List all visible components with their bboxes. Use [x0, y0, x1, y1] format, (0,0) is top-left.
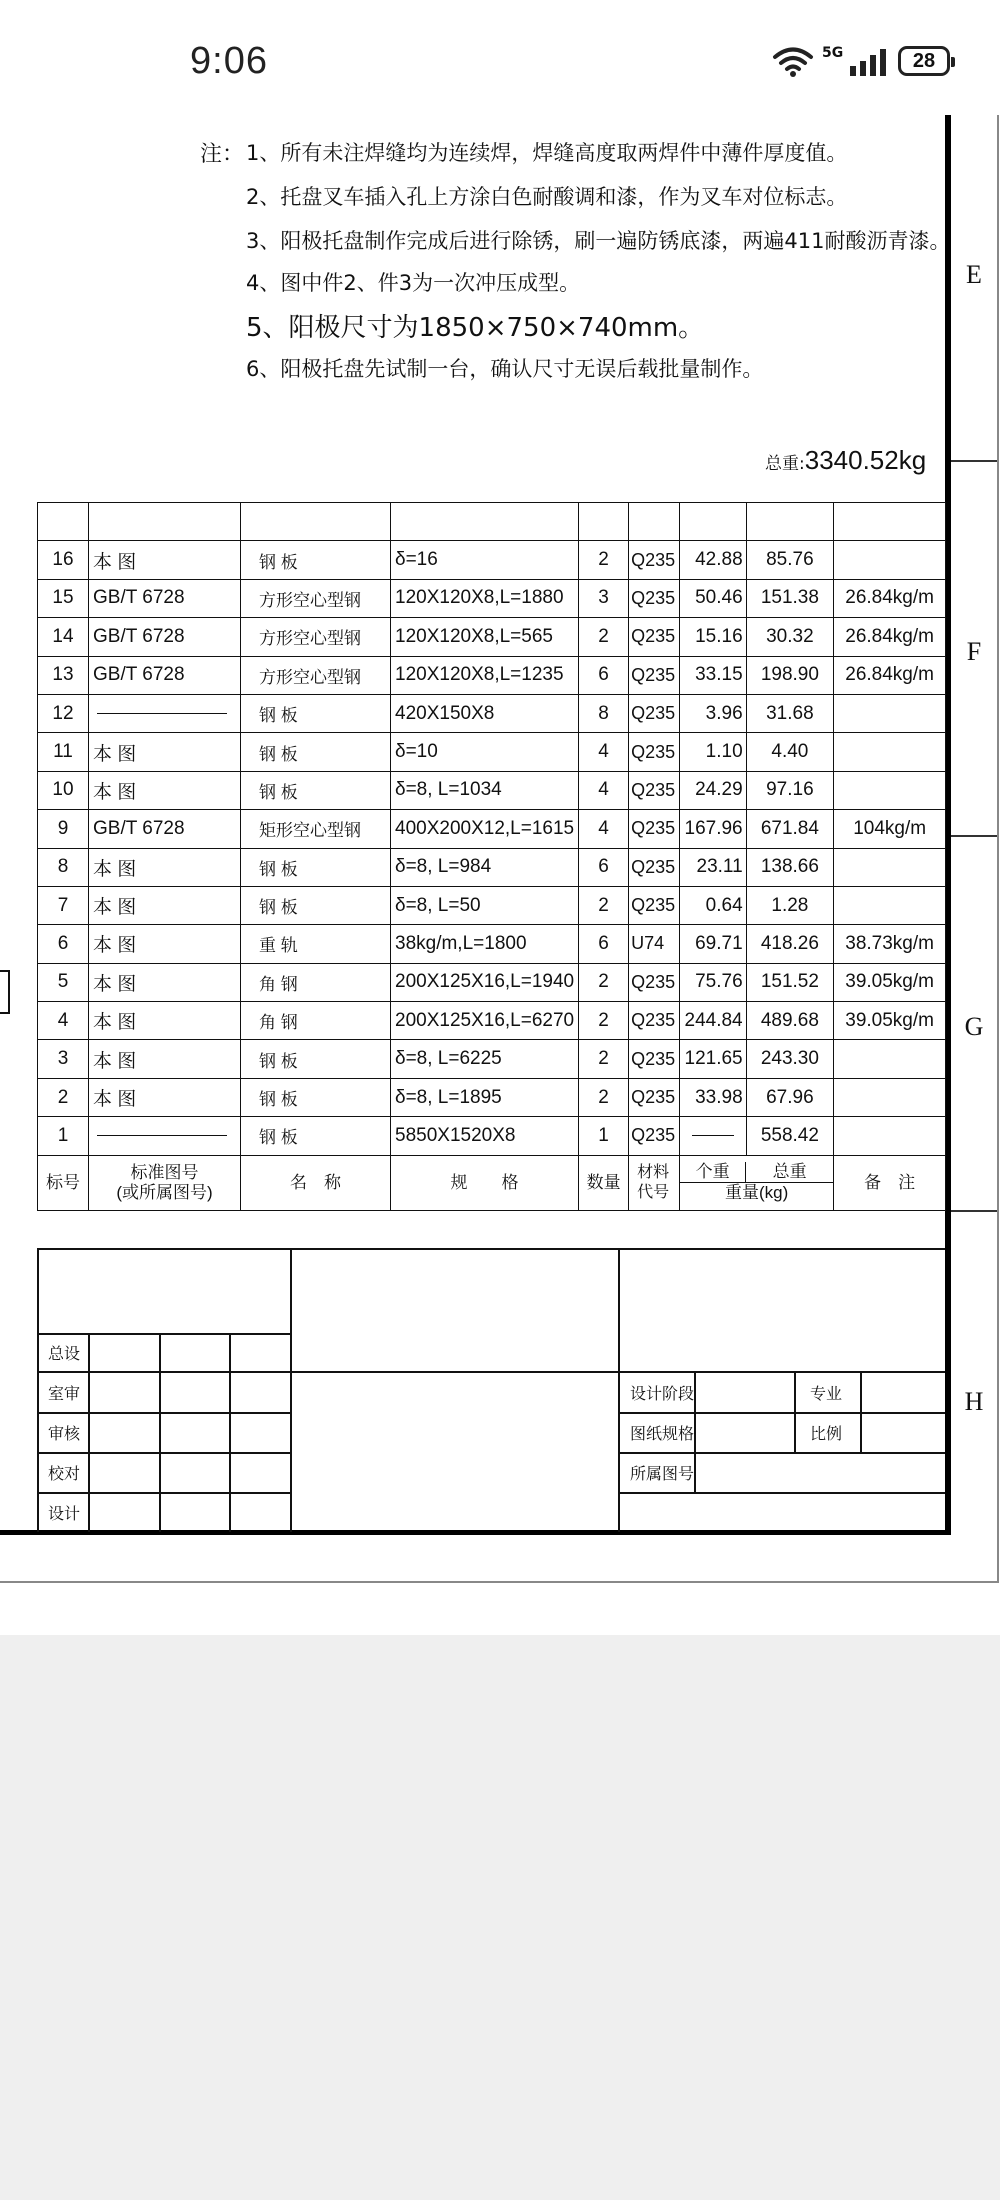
tb-line — [37, 1248, 39, 1532]
bom-unit-weight: 69.71 — [680, 925, 747, 963]
sign-label-review: 审核 — [48, 1424, 81, 1443]
tb-line — [37, 1248, 945, 1250]
bom-quantity: 6 — [579, 656, 629, 694]
table-row — [38, 1117, 946, 1155]
bom-standard-ref: 本 图 — [89, 886, 241, 924]
note-2: 2、托盘叉车插入孔上方涂白色耐酸调和漆，作为叉车对位标志。 — [246, 185, 848, 209]
note-6: 6、阳极托盘先试制一台，确认尺寸无误后载批量制作。 — [246, 357, 764, 381]
bom-standard-ref — [89, 694, 241, 732]
bom-cell — [680, 503, 747, 541]
table-row — [38, 886, 946, 924]
bom-standard-ref: 本 图 — [89, 925, 241, 963]
bom-cell — [391, 503, 579, 541]
bom-unit-weight: 23.11 — [680, 848, 747, 886]
bom-specification: δ=16 — [391, 541, 579, 579]
bom-cell — [89, 503, 241, 541]
bom-total-weight: 85.76 — [746, 541, 834, 579]
bom-quantity: 3 — [579, 579, 629, 617]
bom-remark — [834, 694, 946, 732]
bom-item-no: 6 — [38, 925, 89, 963]
bom-total-weight: 558.42 — [746, 1117, 834, 1155]
bom-remark — [834, 733, 946, 771]
bom-standard-ref: GB/T 6728 — [89, 579, 241, 617]
bom-material: U74 — [629, 925, 680, 963]
header-material-line2: 代号 — [637, 1183, 670, 1201]
bom-quantity: 2 — [579, 1078, 629, 1116]
empty-ref-line — [97, 713, 227, 714]
tb-line — [159, 1333, 161, 1532]
bom-total-weight: 4.40 — [746, 733, 834, 771]
header-name: 名 称 — [241, 1155, 391, 1210]
bom-part-name: 钢 板 — [241, 886, 391, 924]
bom-quantity: 6 — [579, 848, 629, 886]
bill-of-materials-table — [37, 502, 946, 1211]
bom-part-name: 方形空心型钢 — [241, 656, 391, 694]
header-weight-caption: 重量(kg) — [680, 1182, 833, 1203]
bom-standard-ref: GB/T 6728 — [89, 618, 241, 656]
bom-cell — [38, 503, 89, 541]
table-row — [38, 1002, 946, 1040]
bom-item-no: 9 — [38, 810, 89, 848]
table-row — [38, 771, 946, 809]
drawing-ref-label: 所属图号 — [630, 1464, 695, 1483]
zone-divider — [951, 835, 997, 837]
bom-part-name: 钢 板 — [241, 1117, 391, 1155]
header-material — [629, 1155, 680, 1210]
bom-remark: 26.84kg/m — [834, 579, 946, 617]
bom-specification: δ=8, L=984 — [391, 848, 579, 886]
sheet-edge-right — [997, 115, 999, 1583]
bom-quantity: 6 — [579, 925, 629, 963]
bom-standard-ref — [89, 1117, 241, 1155]
bom-cell — [834, 503, 946, 541]
header-material-line1: 材料 — [637, 1163, 670, 1181]
table-row — [38, 1040, 946, 1078]
bom-standard-ref: 本 图 — [89, 733, 241, 771]
bom-unit-weight: 0.64 — [680, 886, 747, 924]
bom-unit-weight: 167.96 — [680, 810, 747, 848]
bom-standard-ref: 本 图 — [89, 1040, 241, 1078]
bom-remark: 38.73kg/m — [834, 925, 946, 963]
cut-off-detail-mark — [0, 970, 10, 1014]
header-unit-weight: 个重 — [680, 1162, 746, 1182]
bom-cell — [629, 503, 680, 541]
bom-remark: 104kg/m — [834, 810, 946, 848]
frame-border-bottom — [0, 1530, 951, 1535]
drawing-sheet[interactable] — [0, 115, 1000, 1635]
tb-line — [794, 1371, 796, 1452]
bom-specification: 420X150X8 — [391, 694, 579, 732]
bom-quantity: 2 — [579, 1002, 629, 1040]
header-total-weight: 总重 — [772, 1162, 807, 1182]
bom-total-weight: 138.66 — [746, 848, 834, 886]
bom-quantity: 4 — [579, 733, 629, 771]
header-std — [89, 1155, 241, 1210]
bom-quantity: 4 — [579, 771, 629, 809]
bom-remark: 26.84kg/m — [834, 618, 946, 656]
bom-part-name: 钢 板 — [241, 733, 391, 771]
bom-standard-ref: 本 图 — [89, 541, 241, 579]
bom-unit-weight: 1.10 — [680, 733, 747, 771]
zone-letter-f: F — [966, 637, 982, 666]
bom-cell — [241, 503, 391, 541]
bom-total-weight: 198.90 — [746, 656, 834, 694]
table-row — [38, 618, 946, 656]
notes-prefix: 注： — [200, 142, 245, 167]
bom-standard-ref: 本 图 — [89, 848, 241, 886]
bom-item-no: 1 — [38, 1117, 89, 1155]
bom-remark — [834, 1040, 946, 1078]
bom-body — [38, 503, 946, 1156]
bom-material: Q235 — [629, 963, 680, 1001]
bom-quantity: 8 — [579, 694, 629, 732]
bom-header-row — [38, 1155, 946, 1210]
bom-specification: 120X120X8,L=1880 — [391, 579, 579, 617]
sign-label-check: 校对 — [48, 1464, 81, 1483]
bom-remark — [834, 1078, 946, 1116]
zone-divider — [951, 1210, 997, 1212]
bom-part-name: 钢 板 — [241, 771, 391, 809]
design-stage-label: 设计阶段 — [630, 1384, 695, 1403]
total-weight — [765, 445, 926, 476]
tb-line — [37, 1371, 945, 1373]
bom-total-weight: 1.28 — [746, 886, 834, 924]
header-spec: 规 格 — [391, 1155, 579, 1210]
note-4: 4、图中件2、件3为一次冲压成型。 — [246, 271, 581, 295]
bom-part-name: 钢 板 — [241, 694, 391, 732]
header-std-line1: 标准图号 — [130, 1162, 199, 1182]
bom-part-name: 方形空心型钢 — [241, 579, 391, 617]
note-5: 5、阳极尺寸为1850×750×740mm。 — [246, 313, 705, 343]
bom-material: Q235 — [629, 694, 680, 732]
tb-line — [37, 1412, 290, 1414]
bom-unit-weight: 121.65 — [680, 1040, 747, 1078]
bom-specification: δ=8, L=6225 — [391, 1040, 579, 1078]
bom-blank-row — [38, 503, 946, 541]
bom-material: Q235 — [629, 771, 680, 809]
bom-item-no: 5 — [38, 963, 89, 1001]
bom-material: Q235 — [629, 541, 680, 579]
empty-ref-line — [97, 1135, 227, 1136]
bom-specification: 400X200X12,L=1615 — [391, 810, 579, 848]
bom-material: Q235 — [629, 1117, 680, 1155]
bom-part-name: 钢 板 — [241, 848, 391, 886]
bom-material: Q235 — [629, 656, 680, 694]
network-type-label: 5G — [822, 45, 844, 61]
tb-line — [229, 1333, 231, 1532]
tb-line — [88, 1333, 90, 1532]
bom-specification: δ=8, L=1034 — [391, 771, 579, 809]
bom-standard-ref: 本 图 — [89, 771, 241, 809]
note-3: 3、阳极托盘制作完成后进行除锈，刷一遍防锈底漆，两遍411耐酸沥青漆。 — [246, 229, 951, 253]
bom-total-weight: 67.96 — [746, 1078, 834, 1116]
tb-line — [618, 1492, 945, 1494]
bom-item-no: 13 — [38, 656, 89, 694]
bom-standard-ref: 本 图 — [89, 1078, 241, 1116]
bom-item-no: 16 — [38, 541, 89, 579]
bom-unit-weight: 33.98 — [680, 1078, 747, 1116]
header-weight-split — [680, 1162, 833, 1182]
bom-item-no: 8 — [38, 848, 89, 886]
bom-total-weight: 151.38 — [746, 579, 834, 617]
bom-specification: 120X120X8,L=1235 — [391, 656, 579, 694]
battery-icon: 28 — [898, 46, 950, 76]
bom-specification: δ=8, L=50 — [391, 886, 579, 924]
bom-item-no: 4 — [38, 1002, 89, 1040]
bom-remark — [834, 1117, 946, 1155]
table-row — [38, 656, 946, 694]
bom-total-weight: 243.30 — [746, 1040, 834, 1078]
bom-part-name: 矩形空心型钢 — [241, 810, 391, 848]
bom-total-weight: 671.84 — [746, 810, 834, 848]
bom-part-name: 钢 板 — [241, 1078, 391, 1116]
header-weight — [680, 1155, 834, 1210]
zone-letter-g: G — [964, 1012, 984, 1041]
table-row — [38, 541, 946, 579]
bom-quantity: 2 — [579, 963, 629, 1001]
bom-remark — [834, 771, 946, 809]
bom-quantity: 4 — [579, 810, 629, 848]
header-remark: 备 注 — [834, 1155, 946, 1210]
empty-viewer-area — [0, 1635, 1000, 2200]
bom-item-no: 3 — [38, 1040, 89, 1078]
tb-line — [37, 1452, 290, 1454]
bom-material: Q235 — [629, 886, 680, 924]
zone-letter-h: H — [964, 1387, 984, 1416]
bom-specification: 200X125X16,L=6270 — [391, 1002, 579, 1040]
table-row — [38, 733, 946, 771]
bom-unit-weight: 33.15 — [680, 656, 747, 694]
table-row — [38, 963, 946, 1001]
tb-line — [860, 1371, 862, 1452]
signal-icon — [850, 48, 892, 78]
bom-specification: 120X120X8,L=565 — [391, 618, 579, 656]
table-row — [38, 848, 946, 886]
tb-line — [694, 1371, 696, 1492]
bom-unit-weight: 24.29 — [680, 771, 747, 809]
bom-part-name: 方形空心型钢 — [241, 618, 391, 656]
bom-quantity: 1 — [579, 1117, 629, 1155]
bom-cell — [579, 503, 629, 541]
bom-quantity: 2 — [579, 541, 629, 579]
bom-part-name: 钢 板 — [241, 1040, 391, 1078]
tb-line — [290, 1248, 292, 1532]
wifi-icon — [772, 46, 814, 78]
note-1: 1、所有未注焊缝均为连续焊，焊缝高度取两焊件中薄件厚度值。 — [246, 141, 848, 165]
bom-material: Q235 — [629, 848, 680, 886]
bom-unit-weight: 244.84 — [680, 1002, 747, 1040]
header-std-line2: (或所属图号) — [116, 1182, 213, 1202]
sign-label-dept-review: 室审 — [48, 1384, 81, 1403]
tb-line — [618, 1412, 945, 1414]
bom-total-weight: 151.52 — [746, 963, 834, 1001]
bom-part-name: 钢 板 — [241, 541, 391, 579]
empty-weight-line — [692, 1135, 734, 1136]
tb-line — [618, 1452, 945, 1454]
header-no: 标号 — [38, 1155, 89, 1210]
table-row — [38, 579, 946, 617]
bom-part-name: 重 轨 — [241, 925, 391, 963]
bom-unit-weight: 50.46 — [680, 579, 747, 617]
bom-remark: 39.05kg/m — [834, 963, 946, 1001]
scale-label: 比例 — [810, 1424, 843, 1443]
bom-total-weight: 31.68 — [746, 694, 834, 732]
bom-cell — [746, 503, 834, 541]
bom-total-weight: 97.16 — [746, 771, 834, 809]
bom-standard-ref: 本 图 — [89, 1002, 241, 1040]
bom-material: Q235 — [629, 810, 680, 848]
tb-line — [37, 1333, 290, 1335]
tb-line — [37, 1492, 290, 1494]
bom-quantity: 2 — [579, 886, 629, 924]
bom-item-no: 11 — [38, 733, 89, 771]
table-row — [38, 810, 946, 848]
bom-total-weight: 489.68 — [746, 1002, 834, 1040]
bom-specification: 5850X1520X8 — [391, 1117, 579, 1155]
bom-material: Q235 — [629, 733, 680, 771]
bom-item-no: 14 — [38, 618, 89, 656]
bom-total-weight: 418.26 — [746, 925, 834, 963]
bom-material: Q235 — [629, 618, 680, 656]
bom-item-no: 10 — [38, 771, 89, 809]
bom-remark — [834, 541, 946, 579]
bom-part-name: 角 钢 — [241, 1002, 391, 1040]
bom-specification: 38kg/m,L=1800 — [391, 925, 579, 963]
tb-line — [618, 1248, 620, 1532]
bom-total-weight: 30.32 — [746, 618, 834, 656]
sheet-edge-bottom — [0, 1581, 998, 1583]
bom-unit-weight: 42.88 — [680, 541, 747, 579]
table-row — [38, 1078, 946, 1116]
bom-standard-ref: GB/T 6728 — [89, 656, 241, 694]
zone-letter-e: E — [966, 260, 982, 289]
bom-specification: 200X125X16,L=1940 — [391, 963, 579, 1001]
bom-remark: 39.05kg/m — [834, 1002, 946, 1040]
total-weight-value: 3340.52kg — [804, 445, 927, 475]
bom-specification: δ=10 — [391, 733, 579, 771]
bom-unit-weight: 3.96 — [680, 694, 747, 732]
bom-standard-ref: GB/T 6728 — [89, 810, 241, 848]
sign-label-chief: 总设 — [48, 1344, 81, 1363]
status-bar — [0, 0, 1000, 115]
bom-remark — [834, 886, 946, 924]
sheet-size-label: 图纸规格 — [630, 1424, 695, 1443]
header-qty: 数量 — [579, 1155, 629, 1210]
bom-unit-weight: 15.16 — [680, 618, 747, 656]
bom-remark: 26.84kg/m — [834, 656, 946, 694]
bom-material: Q235 — [629, 1078, 680, 1116]
bom-remark — [834, 848, 946, 886]
zone-divider — [951, 460, 997, 462]
status-time: 9:06 — [190, 40, 268, 82]
table-row — [38, 925, 946, 963]
bom-quantity: 2 — [579, 1040, 629, 1078]
bom-material: Q235 — [629, 1002, 680, 1040]
bom-item-no: 7 — [38, 886, 89, 924]
bom-specification: δ=8, L=1895 — [391, 1078, 579, 1116]
bom-item-no: 15 — [38, 579, 89, 617]
bom-item-no: 12 — [38, 694, 89, 732]
total-weight-label: 总重: — [765, 454, 805, 474]
table-row — [38, 694, 946, 732]
bom-quantity: 2 — [579, 618, 629, 656]
sign-label-design: 设计 — [48, 1504, 81, 1523]
bom-unit-weight: 75.76 — [680, 963, 747, 1001]
bom-part-name: 角 钢 — [241, 963, 391, 1001]
discipline-label: 专业 — [810, 1384, 843, 1403]
bom-material: Q235 — [629, 579, 680, 617]
bom-unit-weight — [680, 1117, 747, 1155]
bom-item-no: 2 — [38, 1078, 89, 1116]
bom-standard-ref: 本 图 — [89, 963, 241, 1001]
bom-material: Q235 — [629, 1040, 680, 1078]
